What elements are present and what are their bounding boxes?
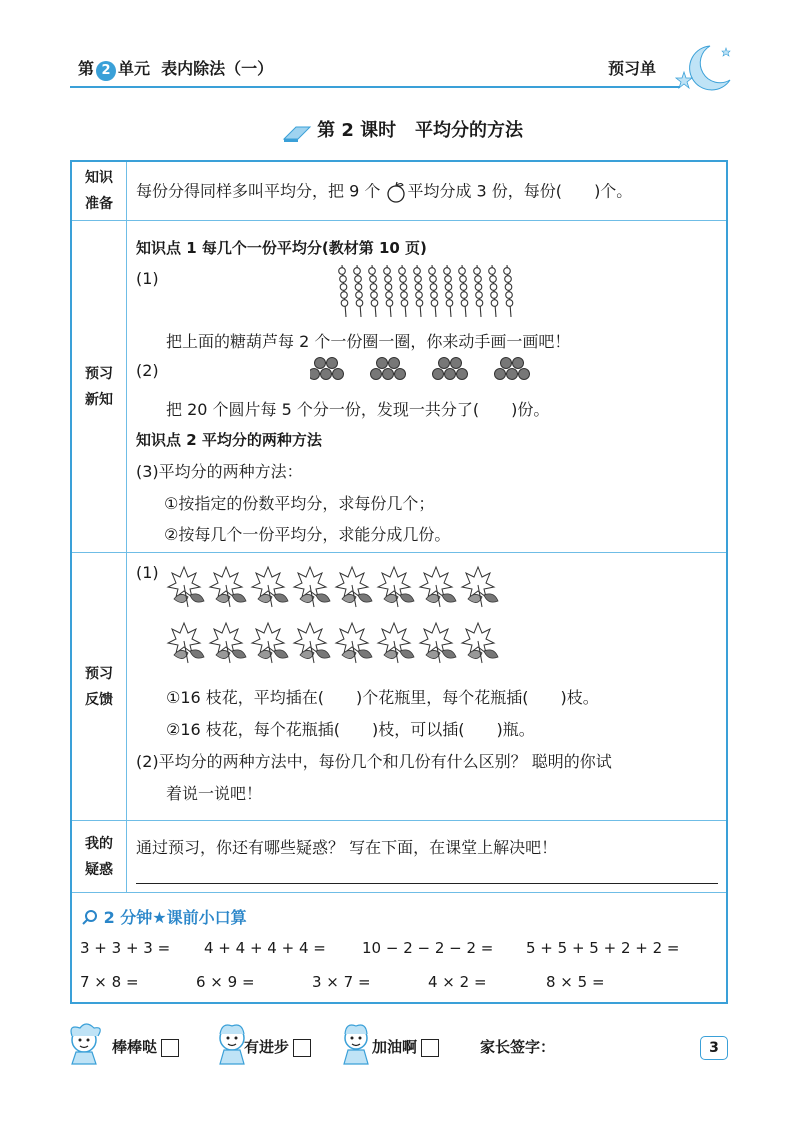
- section-label: [72, 221, 127, 553]
- flower-icon: [166, 561, 506, 673]
- lesson-title: 第 2 课时 平均分的方法: [317, 120, 523, 141]
- section-wode-yihuo: [72, 820, 726, 893]
- checkbox[interactable]: [293, 1039, 311, 1057]
- lesson-heading: [282, 116, 523, 146]
- cartoon-kid-icon: [336, 1020, 376, 1070]
- zhishi-content: [136, 181, 718, 203]
- method-2: ②按每几个一份平均分，求能分成几份。: [164, 525, 451, 544]
- unit-title: [78, 56, 273, 81]
- question-part: )瓶。: [496, 720, 535, 739]
- calc-item: 6 × 9 =: [196, 973, 255, 991]
- feedback-item-1-label: (1): [136, 563, 159, 582]
- badge-youjinbu: [244, 1036, 311, 1057]
- kousuan-title: [82, 905, 247, 928]
- calc-item: 3 + 3 + 3 =: [80, 939, 171, 957]
- badge-label: 棒棒哒: [112, 1038, 158, 1056]
- preview-label: 预习单: [608, 59, 657, 78]
- question-part: ②16 枝花，每个花瓶插(: [166, 720, 341, 739]
- calc-item: 8 × 5 =: [546, 973, 605, 991]
- section-kousuan: [72, 892, 726, 1003]
- label-line: 预习: [85, 666, 113, 682]
- section-label: [72, 821, 127, 893]
- page-header: [70, 52, 730, 90]
- page-number: 3: [700, 1036, 728, 1060]
- knowledge-point-1: 知识点 1 每几个一份平均分(教材第 10 页): [136, 239, 427, 257]
- label-line: 我的: [85, 836, 113, 852]
- checkbox[interactable]: [421, 1039, 439, 1057]
- method-1: ①按指定的份数平均分，求每份几个；: [164, 494, 435, 513]
- tanghulu-icon: [336, 265, 526, 317]
- label-line: 知识: [85, 170, 113, 186]
- feedback-question-2: [166, 717, 535, 740]
- kousuan-title-text: 2 分钟★课前小口算: [103, 908, 247, 927]
- section-label: [72, 553, 127, 821]
- label-line: 新知: [85, 392, 113, 408]
- calc-item: 7 × 8 =: [80, 973, 139, 991]
- parent-signature-label: 家长签字：: [480, 1038, 556, 1056]
- header-rule: [70, 86, 680, 88]
- calc-item: 4 × 2 =: [428, 973, 487, 991]
- label-line: 准备: [85, 196, 113, 212]
- question-part: )枝。: [560, 688, 599, 707]
- question-part: )个花瓶里，每个花瓶插(: [356, 688, 529, 707]
- item-2-text: [166, 397, 549, 420]
- section-yuxi-fankui: [72, 552, 726, 821]
- section-zhishi-zhunbei: [72, 162, 726, 220]
- item-2-text-part: )份。: [511, 400, 550, 419]
- badge-bangbangda: [112, 1036, 179, 1057]
- zhishi-text: )个。: [594, 181, 633, 201]
- cartoon-kid-icon: [60, 1020, 112, 1070]
- parent-signature-field[interactable]: [564, 1054, 674, 1055]
- calc-item: 4 + 4 + 4 + 4 =: [204, 939, 326, 957]
- yihuo-prompt: 通过预习，你还有哪些疑惑？ 写在下面，在课堂上解决吧！: [136, 838, 558, 857]
- page-footer: [60, 1020, 740, 1080]
- feedback-item-2-line1: (2)平均分的两种方法中，每份几个和几份有什么区别？ 聪明的你试: [136, 752, 612, 771]
- unit-prefix: 第: [78, 59, 95, 78]
- unit-suffix: 单元 表内除法（一）: [118, 59, 274, 78]
- apple-icon: [385, 181, 407, 203]
- section-label: [72, 162, 127, 220]
- section-yuxi-xinzhi: [72, 220, 726, 553]
- badge-label: 有进步: [244, 1038, 290, 1056]
- checkbox[interactable]: [161, 1039, 179, 1057]
- item-2-label: (2): [136, 361, 159, 380]
- worksheet-frame: [70, 160, 728, 1004]
- unit-number-badge: 2: [96, 61, 116, 81]
- question-part: ①16 枝花，平均插在(: [166, 688, 325, 707]
- calc-item: 5 + 5 + 5 + 2 + 2 =: [526, 939, 680, 957]
- feedback-item-2-line2: 着说一说吧！: [166, 784, 263, 803]
- item-1-text: 把上面的糖葫芦每 2 个一份圈一圈，你来动手画一画吧！: [166, 332, 571, 351]
- feedback-question-1: [166, 685, 599, 708]
- magnifier-icon: [82, 909, 98, 925]
- item-2-text-part: 把 20 个圆片每 5 个分一份，发现一共分了(: [166, 400, 480, 419]
- label-line: 预习: [85, 366, 113, 382]
- calc-item: 3 × 7 =: [312, 973, 371, 991]
- badge-jiayoua: [372, 1036, 439, 1057]
- disc-icon: [310, 357, 550, 383]
- item-1-label: (1): [136, 269, 159, 288]
- answer-line[interactable]: [136, 883, 718, 884]
- moon-star-icon: [670, 42, 734, 98]
- badge-label: 加油啊: [372, 1038, 418, 1056]
- question-part: )枝，可以插(: [372, 720, 465, 739]
- item-3-label: (3)平均分的两种方法：: [136, 462, 303, 481]
- label-line: 反馈: [85, 692, 113, 708]
- book-icon: [282, 121, 312, 143]
- zhishi-text: 平均分成 3 份，每份(: [407, 181, 563, 201]
- calc-item: 10 − 2 − 2 − 2 =: [362, 939, 494, 957]
- knowledge-point-2: 知识点 2 平均分的两种方法: [136, 431, 322, 449]
- label-line: 疑惑: [85, 862, 113, 878]
- zhishi-text: 每份分得同样多叫平均分，把 9 个: [136, 181, 381, 201]
